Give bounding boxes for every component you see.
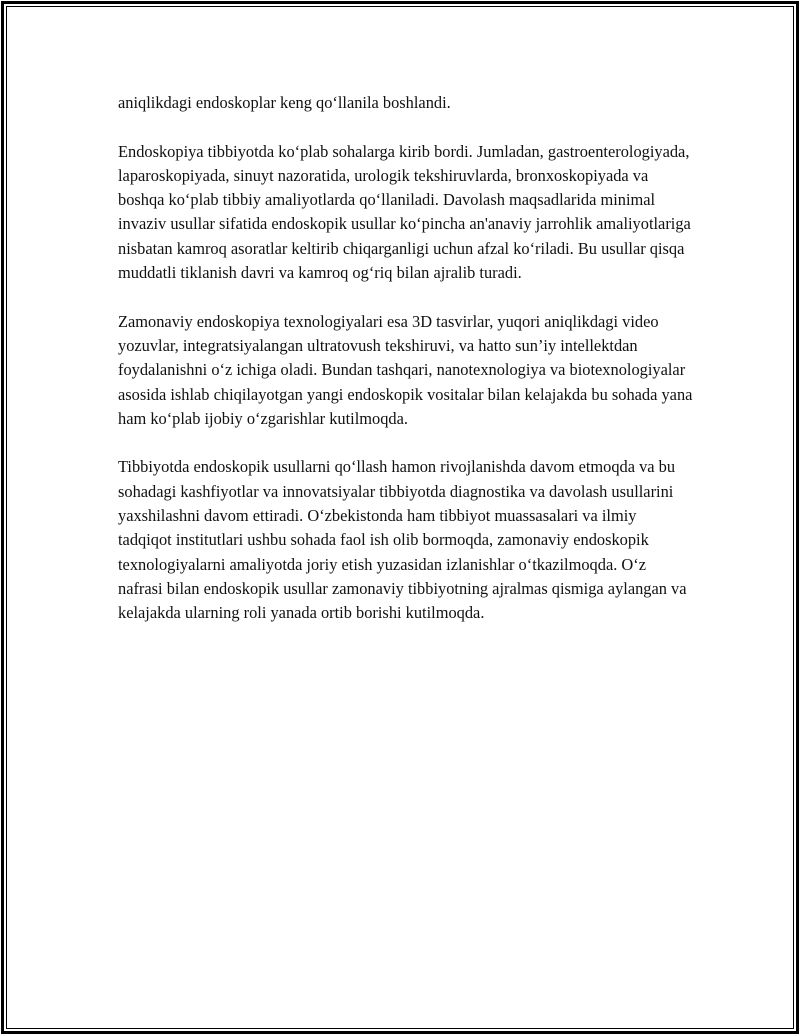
paragraph-2: Endoskopiya tibbiyotda ko‘plab sohalarga kirib bordi. Jumladan, gastroenterologiyada, laparoskopiyada, sinuyt nazoratida, urologik tekshiruvlarda, bronxoskopiyada va boshqa ko‘plab tibbiy amaliyotlarda qo‘llaniladi. Davolash maqsadlarida minimal invaziv usullar sifatida endoskopik usullar ko‘pincha an'anaviy jarrohlik amaliyotlariga nisbatan kamroq asoratlar keltirib chiqarganligi uchun afzal ko‘riladi. Bu usullar qisqa muddatli tiklanish davri va kamroq og‘riq bilan ajralib turadi. [118, 141, 691, 283]
paragraph-1: aniqlikdagi endoskoplar keng qo‘llanila boshlandi. [118, 93, 451, 112]
paragraph-3: Zamonaviy endoskopiya texnologiyalari esa 3D tasvirlar, yuqori aniqlikdagi video yozuvlar, integratsiyalangan ultratovush tekshiruvi, va hatto sun’iy intellektdan foydalanishni o‘z ichiga oladi. Bundan tashqari, nanotexnologiya va biotexnologiyalar asosida ishlab chiqilayotgan yangi endoskopik vositalar bilan kelajakda bu sohada yana ham ko‘plab ijobiy o‘zgarishlar kutilmoqda. [118, 311, 693, 428]
document-body [118, 91, 693, 650]
paragraph-4: Tibbiyotda endoskopik usullarni qo‘llash hamon rivojlanishda davom etmoqda va bu sohadagi kashfiyotlar va innovatsiyalar tibbiyotda diagnostika va davolash usullarini yaxshilashni davom ettiradi. O‘zbekistonda ham tibbiyot muassasalari va ilmiy tadqiqot institutlari ushbu sohada faol ish olib bormoqda, zamonaviy endoskopik texnologiyalarni amaliyotda joriy etish yuzasidan izlanishlar o‘tkazilmoqda. O‘z nafrasi bilan endoskopik usullar zamonaviy tibbiyotning ajralmas qismiga aylangan va kelajakda ularning roli yanada ortib borishi kutilmoqda. [118, 457, 687, 623]
